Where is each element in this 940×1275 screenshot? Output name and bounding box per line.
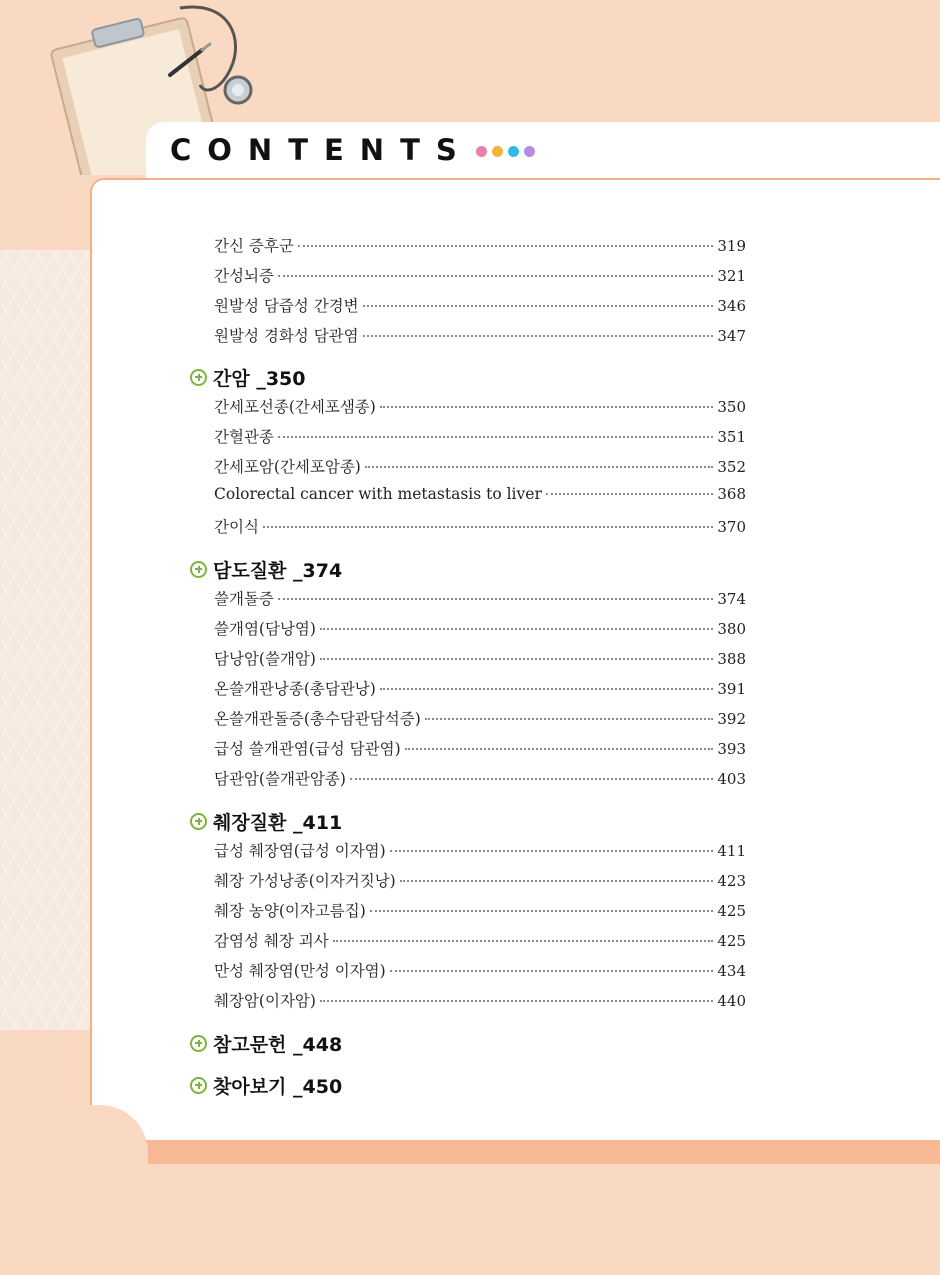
toc-entry[interactable]	[214, 899, 746, 923]
toc-section-heading[interactable]	[190, 1029, 342, 1057]
plus-circle-icon	[190, 561, 207, 578]
toc-section-title: 찾아보기 _450	[213, 1075, 343, 1098]
plus-circle-icon	[190, 1077, 207, 1094]
toc-entry-label: 간세포암(간세포암종)	[214, 458, 361, 476]
dot-leader	[298, 245, 714, 247]
toc-entry-label: 간이식	[214, 518, 259, 536]
toc-section-title: 췌장질환 _411	[213, 811, 343, 834]
dot-leader	[278, 598, 713, 600]
toc-entry-label: 만성 췌장염(만성 이자염)	[214, 962, 386, 980]
toc-entry-label: 원발성 담즙성 간경변	[214, 297, 359, 315]
toc-entry-label: 췌장 농양(이자고름집)	[214, 902, 366, 920]
page-title: CONTENTS	[170, 133, 473, 167]
toc-entry-page: 319	[717, 237, 746, 255]
dot-leader	[370, 910, 714, 912]
toc-entry-page: 374	[717, 590, 746, 608]
toc-entry-label: 급성 쓸개관염(급성 담관염)	[214, 740, 401, 758]
toc-entry[interactable]	[214, 294, 746, 318]
toc-entry[interactable]	[214, 617, 746, 641]
toc-entry-page: 425	[717, 932, 746, 950]
toc-entry-label: 온쓸개관낭종(총담관낭)	[214, 680, 376, 698]
toc-entry-page: 368	[717, 485, 746, 503]
toc-entry-page: 423	[717, 872, 746, 890]
toc-entry[interactable]	[214, 324, 746, 348]
toc-entry-page: 347	[717, 327, 746, 345]
dot-leader	[363, 305, 714, 307]
toc-entry[interactable]	[214, 395, 746, 419]
plus-circle-icon	[190, 1035, 207, 1052]
pink-dot-icon	[476, 146, 487, 157]
toc-entry[interactable]	[214, 929, 746, 953]
toc-entry[interactable]	[214, 234, 746, 258]
toc-entry[interactable]	[214, 587, 746, 611]
dot-leader	[390, 970, 714, 972]
toc-entry-page: 393	[717, 740, 746, 758]
dot-leader	[363, 335, 714, 337]
toc-entry-page: 411	[717, 842, 746, 860]
toc-entry-label: 담낭암(쓸개암)	[214, 650, 316, 668]
toc-entry[interactable]	[214, 767, 746, 791]
toc-entry[interactable]	[214, 485, 746, 509]
toc-entry-label: 원발성 경화성 담관염	[214, 327, 359, 345]
toc-entry-page: 352	[717, 458, 746, 476]
dot-leader	[263, 526, 713, 528]
toc-section-title: 참고문헌 _448	[213, 1033, 343, 1056]
dot-leader	[400, 880, 714, 882]
dot-leader	[390, 850, 714, 852]
toc-entry-label: 쓸개염(담낭염)	[214, 620, 316, 638]
toc-entry-page: 321	[717, 267, 746, 285]
dot-leader	[365, 466, 714, 468]
plus-circle-icon	[190, 813, 207, 830]
purple-dot-icon	[524, 146, 535, 157]
toc-entry-label: 감염성 췌장 괴사	[214, 932, 329, 950]
toc-entry[interactable]	[214, 677, 746, 701]
background-pattern	[0, 250, 92, 1030]
blue-dot-icon	[508, 146, 519, 157]
toc-entry[interactable]	[214, 455, 746, 479]
toc-entry-label: 간신 증후군	[214, 237, 294, 255]
toc-entry-label: 간세포선종(간세포샘종)	[214, 398, 376, 416]
toc-entry-label: 쓸개돌증	[214, 590, 274, 608]
dot-leader	[320, 628, 713, 630]
toc-entry-page: 351	[717, 428, 746, 446]
toc-section-title: 간암 _350	[213, 367, 306, 390]
toc-entry-page: 350	[717, 398, 746, 416]
toc-entry-page: 434	[717, 962, 746, 980]
dot-leader	[546, 493, 714, 495]
plus-circle-icon	[190, 369, 207, 386]
dot-leader	[320, 658, 713, 660]
title-dots	[476, 146, 535, 157]
toc-entry-label: 췌장 가성낭종(이자거짓낭)	[214, 872, 396, 890]
yellow-dot-icon	[492, 146, 503, 157]
toc-entry-page: 346	[717, 297, 746, 315]
toc-entry-page: 392	[717, 710, 746, 728]
toc-entry[interactable]	[214, 959, 746, 983]
toc-entry[interactable]	[214, 707, 746, 731]
toc-entry[interactable]	[214, 425, 746, 449]
dot-leader	[405, 748, 714, 750]
dot-leader	[278, 275, 713, 277]
dot-leader	[333, 940, 714, 942]
toc-entry[interactable]	[214, 839, 746, 863]
toc-entry[interactable]	[214, 989, 746, 1013]
toc-entry-page: 403	[717, 770, 746, 788]
toc-entry-page: 391	[717, 680, 746, 698]
toc-entry-label: 췌장암(이자암)	[214, 992, 316, 1010]
toc-entry-label: 담관암(쓸개관암종)	[214, 770, 346, 788]
dot-leader	[278, 436, 713, 438]
toc-entry[interactable]	[214, 515, 746, 539]
toc-entry-page: 425	[717, 902, 746, 920]
dot-leader	[425, 718, 714, 720]
dot-leader	[380, 688, 714, 690]
toc-entry-label: 간성뇌증	[214, 267, 274, 285]
toc-entry-label: Colorectal cancer with metastasis to liver	[214, 485, 542, 503]
dot-leader	[380, 406, 714, 408]
bottom-band	[146, 1140, 940, 1164]
toc-entry-page: 388	[717, 650, 746, 668]
toc-entry[interactable]	[214, 869, 746, 893]
toc-entry-page: 370	[717, 518, 746, 536]
toc-section-heading[interactable]	[190, 363, 305, 391]
toc-entry-label: 급성 췌장염(급성 이자염)	[214, 842, 386, 860]
toc-entry[interactable]	[214, 264, 746, 288]
dot-leader	[320, 1000, 713, 1002]
toc-section-heading[interactable]	[190, 807, 342, 835]
toc-entry-page: 440	[717, 992, 746, 1010]
toc-entry[interactable]	[214, 737, 746, 761]
toc-entry[interactable]	[214, 647, 746, 671]
toc-entry-page: 380	[717, 620, 746, 638]
toc-section-heading[interactable]	[190, 555, 342, 583]
toc-entry-label: 온쓸개관돌증(총수담관담석증)	[214, 710, 421, 728]
toc-entry-label: 간혈관종	[214, 428, 274, 446]
toc-section-heading[interactable]	[190, 1071, 342, 1099]
toc-section-title: 담도질환 _374	[213, 559, 343, 582]
dot-leader	[350, 778, 713, 780]
